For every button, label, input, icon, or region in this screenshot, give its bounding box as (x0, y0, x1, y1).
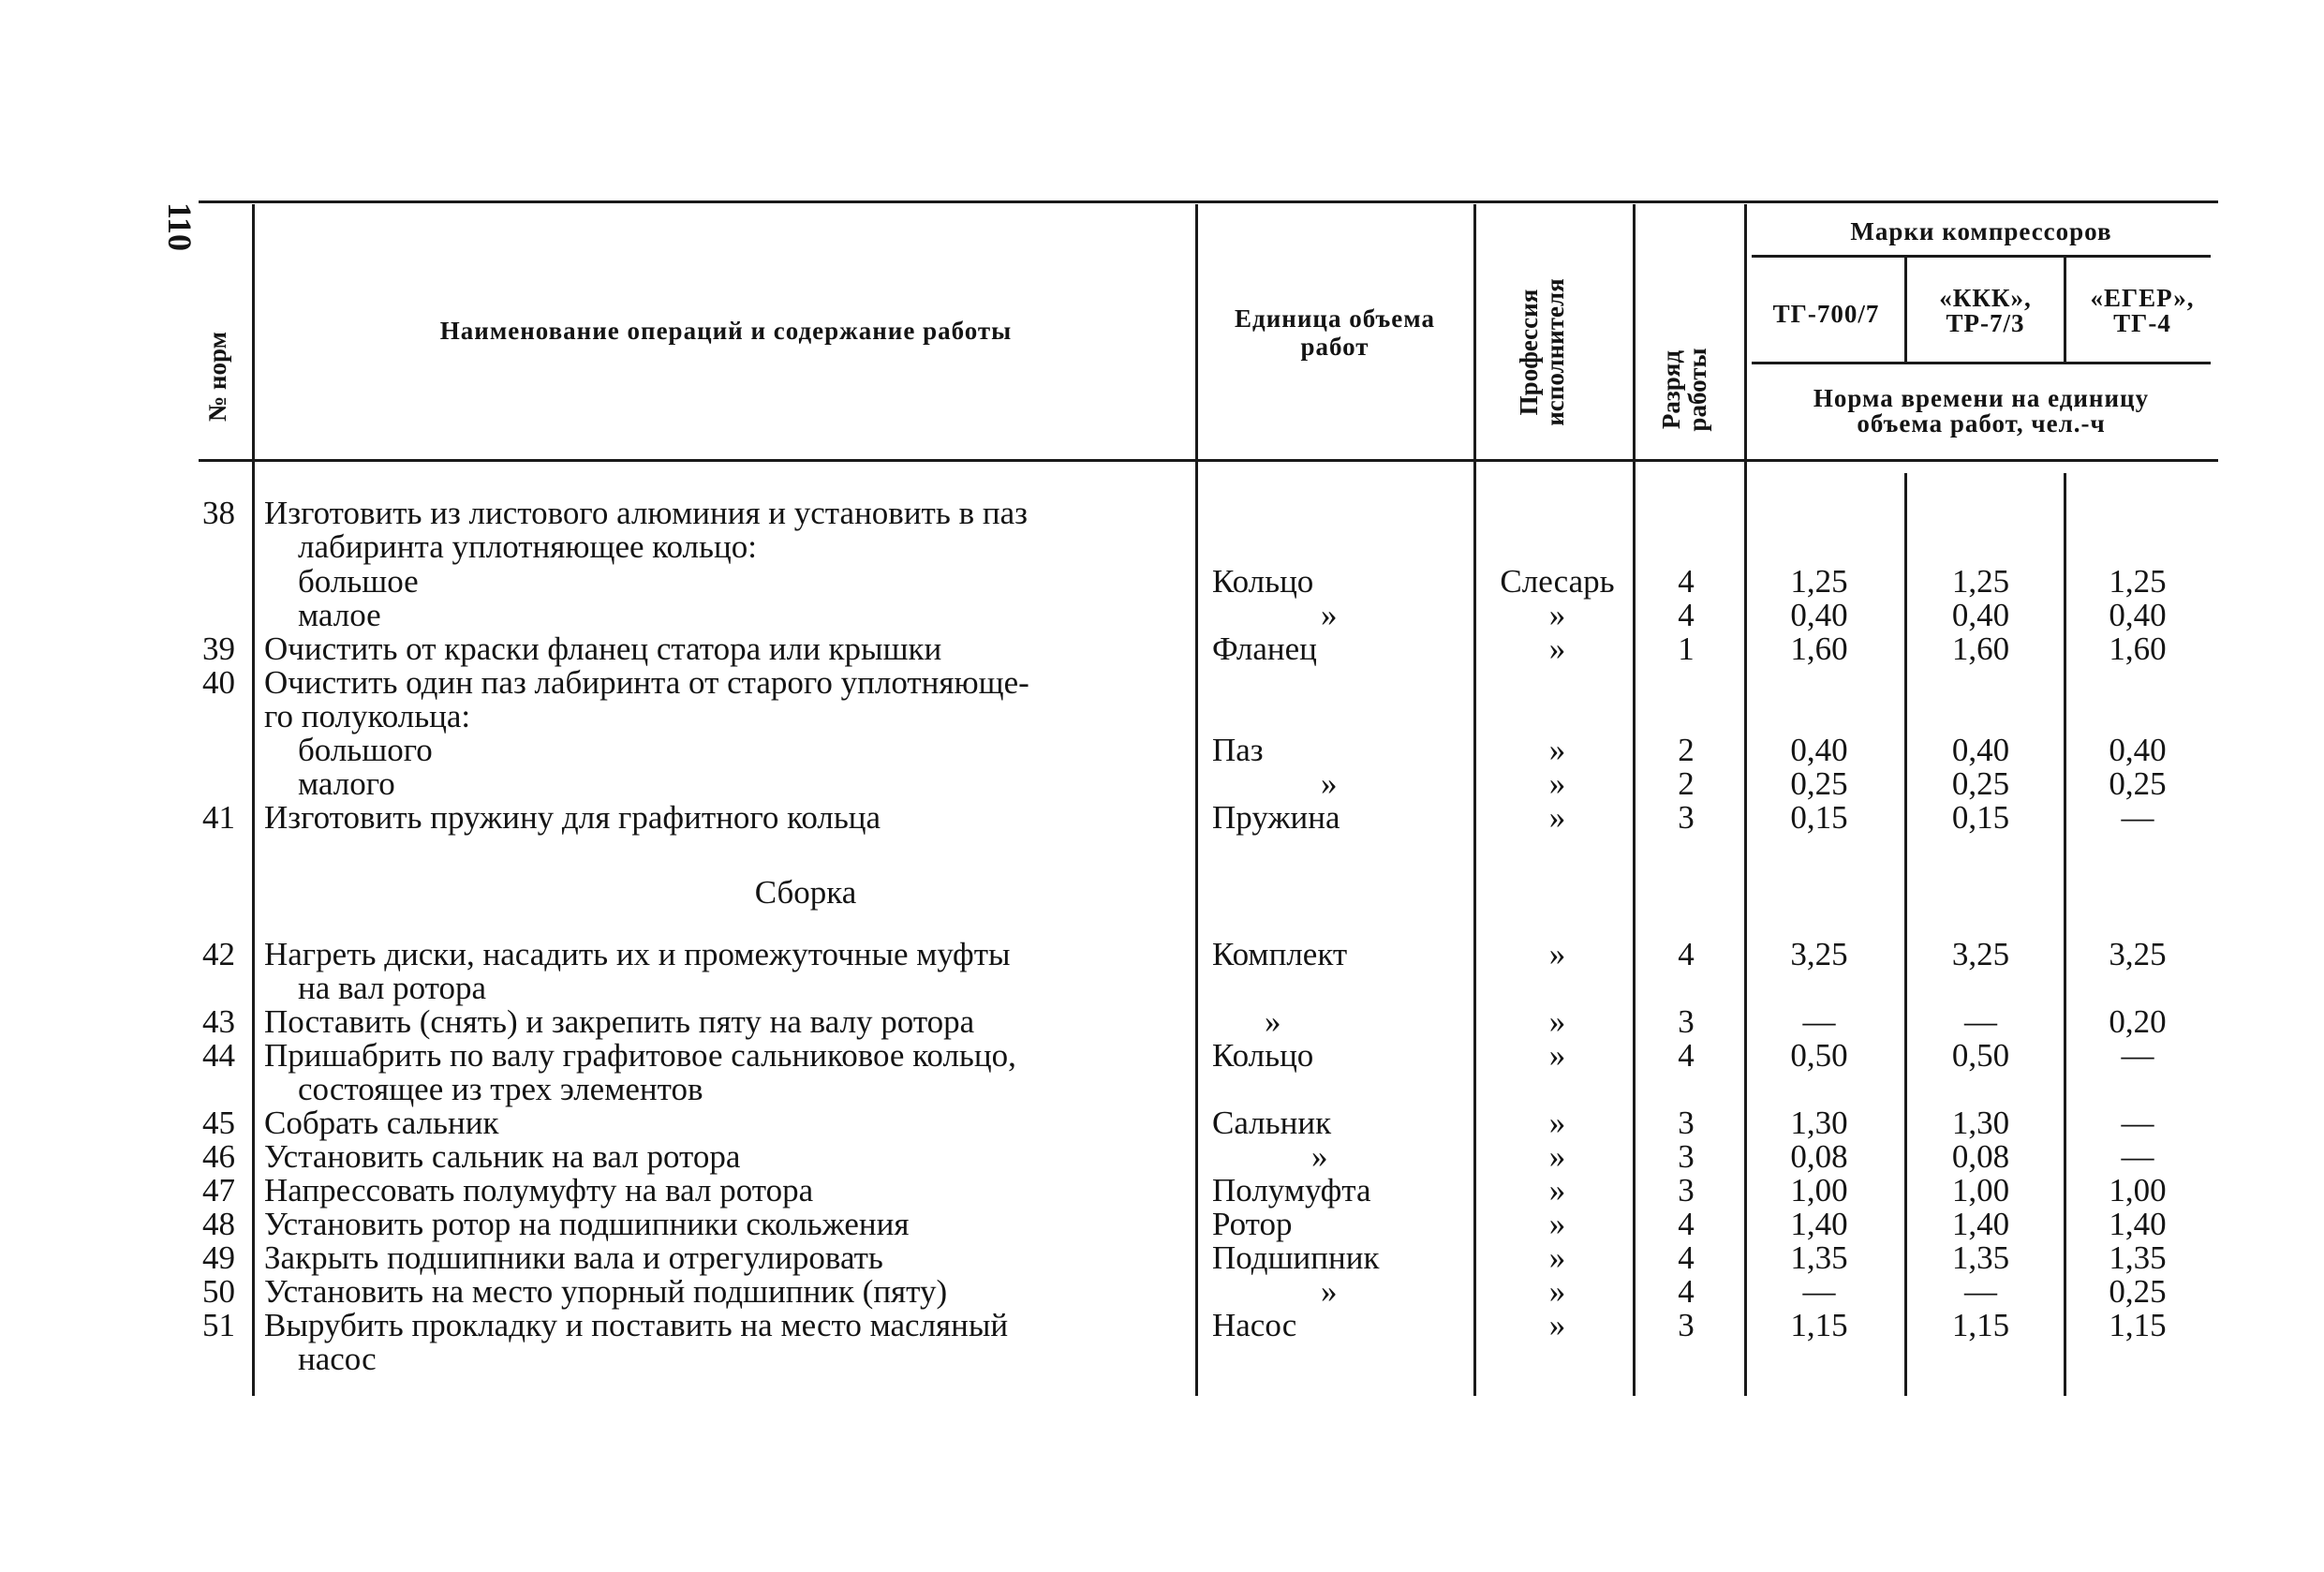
unit-cell: Пружина (1212, 799, 1340, 836)
operation-text: Очистить один паз лабиринта от старого уплотняюще- (264, 664, 1029, 701)
operation-text: насос (298, 1341, 377, 1377)
norm-eger-cell: 1,60 (2109, 630, 2167, 667)
norm-kkk-cell: 1,40 (1951, 1206, 2010, 1242)
profession-cell: » (1548, 765, 1566, 802)
norm-tg700-cell: 1,15 (1790, 1307, 1848, 1343)
norm-number: 48 (202, 1206, 235, 1242)
profession-cell: » (1548, 732, 1566, 768)
unit-cell: » (1321, 1273, 1338, 1310)
norm-kkk-cell: — (1964, 1003, 1997, 1040)
table-row (0, 1241, 2324, 1275)
table-row (0, 767, 2324, 801)
table-row (0, 530, 2324, 564)
grade-cell: 4 (1678, 563, 1695, 600)
header-norm: Норма времени на единицу объема работ, чел.-ч (1813, 384, 2150, 437)
norm-eger-cell: 1,40 (2109, 1206, 2167, 1242)
unit-cell: Комплект (1212, 936, 1348, 972)
table-row (0, 1174, 2324, 1208)
unit-cell: Кольцо (1212, 563, 1314, 600)
unit-cell: » (1311, 1138, 1328, 1175)
norm-eger-cell: 1,35 (2109, 1239, 2167, 1276)
header-operation: Наименование операций и содержание работы (439, 317, 1013, 345)
norm-number: 38 (202, 495, 235, 531)
norm-eger-cell: 1,00 (2109, 1172, 2167, 1209)
norm-eger-cell: — (2121, 1037, 2154, 1074)
profession-cell: » (1548, 1138, 1566, 1175)
table-row (0, 565, 2324, 599)
table-row (0, 599, 2324, 632)
operation-text: большого (298, 732, 433, 768)
profession-cell: Слесарь (1500, 563, 1615, 600)
table-row (0, 1106, 2324, 1140)
profession-cell: » (1548, 597, 1566, 633)
norm-kkk-cell: 1,35 (1951, 1239, 2010, 1276)
norm-number: 43 (202, 1003, 235, 1040)
operation-text: состоящее из трех элементов (298, 1071, 703, 1107)
norm-tg700-cell: 1,60 (1790, 630, 1848, 667)
norm-number: 47 (202, 1172, 235, 1209)
table-row (0, 1275, 2324, 1309)
norm-kkk-cell: 0,40 (1951, 732, 2010, 768)
profession-cell: » (1548, 1206, 1566, 1242)
norm-kkk-cell: 1,15 (1951, 1307, 2010, 1343)
norm-kkk-cell: — (1964, 1273, 1997, 1310)
operation-text: Поставить (снять) и закрепить пяту на валу ротора (264, 1003, 975, 1040)
norm-eger-cell: 0,40 (2109, 597, 2167, 633)
operation-text: Напрессовать полумуфту на вал ротора (264, 1172, 814, 1209)
operation-text: Установить сальник на вал ротора (264, 1138, 741, 1175)
header-brand-tg700: ТГ-700/7 (1772, 300, 1880, 328)
grade-cell: 3 (1678, 1138, 1695, 1175)
profession-cell: » (1548, 936, 1566, 972)
unit-cell: » (1265, 1003, 1281, 1040)
grade-cell: 4 (1678, 1206, 1695, 1242)
norm-tg700-cell: 0,40 (1790, 597, 1848, 633)
norm-eger-cell: 1,25 (2109, 563, 2167, 600)
norm-kkk-cell: 0,25 (1951, 765, 2010, 802)
table-row (0, 734, 2324, 767)
norm-tg700-cell: 0,40 (1790, 732, 1848, 768)
operation-text: Пришабрить по валу графитовое сальниковое кольцо, (264, 1037, 1016, 1074)
profession-cell: » (1548, 630, 1566, 667)
brands-rule (1752, 255, 2211, 258)
norm-number: 49 (202, 1239, 235, 1276)
norm-number: 40 (202, 664, 235, 701)
operation-text: большое (298, 563, 419, 600)
norm-number: 42 (202, 936, 235, 972)
norm-number: 44 (202, 1037, 235, 1074)
operation-text: малого (298, 765, 395, 802)
norm-kkk-cell: 1,60 (1951, 630, 2010, 667)
norm-eger-cell: — (2121, 799, 2154, 836)
table-row (0, 497, 2324, 530)
norm-tg700-cell: 1,40 (1790, 1206, 1848, 1242)
norm-eger-cell: 1,15 (2109, 1307, 2167, 1343)
norm-tg700-cell: — (1802, 1273, 1836, 1310)
operation-text: Изготовить пружину для графитного кольца (264, 799, 881, 836)
grade-cell: 3 (1678, 799, 1695, 836)
norm-kkk-cell: 1,25 (1951, 563, 2010, 600)
grade-cell: 1 (1678, 630, 1695, 667)
table-header-bottom-rule (199, 459, 2218, 462)
header-num: № норм (203, 332, 231, 422)
norm-tg700-cell: 1,00 (1790, 1172, 1848, 1209)
section-title: Сборка (754, 874, 857, 911)
norm-tg700-cell: 1,35 (1790, 1239, 1848, 1276)
profession-cell: » (1548, 1037, 1566, 1074)
norm-tg700-cell: 3,25 (1790, 936, 1848, 972)
unit-cell: » (1321, 597, 1338, 633)
norm-eger-cell: — (2121, 1105, 2154, 1141)
header-profession: Профессия исполнителя (1515, 278, 1569, 426)
grade-cell: 4 (1678, 1273, 1695, 1310)
brand-names-rule (1752, 362, 2211, 364)
operation-text: Изготовить из листового алюминия и установить в паз (264, 495, 1028, 531)
norm-eger-cell: — (2121, 1138, 2154, 1175)
page-number: 110 (161, 201, 199, 251)
grade-cell: 3 (1678, 1307, 1695, 1343)
unit-cell: Полумуфта (1212, 1172, 1371, 1209)
table-row (0, 632, 2324, 666)
unit-cell: Фланец (1212, 630, 1317, 667)
header-unit: Единица объема работ (1235, 304, 1435, 361)
norm-number: 50 (202, 1273, 235, 1310)
operation-text: Очистить от краски фланец статора или крышки (264, 630, 942, 667)
header-grade: Разряд работы (1657, 348, 1711, 432)
table-row (0, 801, 2324, 835)
norm-number: 51 (202, 1307, 235, 1343)
unit-cell: » (1321, 765, 1338, 802)
norm-eger-cell: 0,25 (2109, 1273, 2167, 1310)
profession-cell: » (1548, 1273, 1566, 1310)
table-row (0, 1140, 2324, 1174)
norm-tg700-cell: 0,25 (1790, 765, 1848, 802)
grade-cell: 4 (1678, 1037, 1695, 1074)
header-brand-kkk: «ККК», ТР-7/3 (1939, 284, 2032, 337)
profession-cell: » (1548, 799, 1566, 836)
table-row (0, 1005, 2324, 1039)
operation-text: Вырубить прокладку и поставить на место масляный (264, 1307, 1009, 1343)
grade-cell: 2 (1678, 732, 1695, 768)
unit-cell: Насос (1212, 1307, 1297, 1343)
grade-cell: 3 (1678, 1105, 1695, 1141)
norm-kkk-cell: 0,08 (1951, 1138, 2010, 1175)
norm-tg700-cell: 0,50 (1790, 1037, 1848, 1074)
table-top-rule (199, 200, 2218, 203)
norm-eger-cell: 0,25 (2109, 765, 2167, 802)
unit-cell: Сальник (1212, 1105, 1332, 1141)
unit-cell: Ротор (1212, 1206, 1293, 1242)
table-row (0, 938, 2324, 971)
norm-tg700-cell: 0,15 (1790, 799, 1848, 836)
norm-tg700-cell: 0,08 (1790, 1138, 1848, 1175)
profession-cell: » (1548, 1307, 1566, 1343)
profession-cell: » (1548, 1172, 1566, 1209)
norm-eger-cell: 0,40 (2109, 732, 2167, 768)
table-row (0, 666, 2324, 700)
operation-text: Собрать сальник (264, 1105, 499, 1141)
grade-cell: 2 (1678, 765, 1695, 802)
unit-cell: Паз (1212, 732, 1264, 768)
norm-kkk-cell: 1,30 (1951, 1105, 2010, 1141)
grade-cell: 4 (1678, 936, 1695, 972)
operation-text: лабиринта уплотняющее кольцо: (298, 528, 757, 565)
grade-cell: 3 (1678, 1003, 1695, 1040)
table-row (0, 700, 2324, 734)
operation-text: Установить ротор на подшипники скольжения (264, 1206, 910, 1242)
norm-number: 46 (202, 1138, 235, 1175)
norm-kkk-cell: 0,50 (1951, 1037, 2010, 1074)
operation-text: малое (298, 597, 381, 633)
grade-cell: 3 (1678, 1172, 1695, 1209)
norm-number: 41 (202, 799, 235, 836)
norm-eger-cell: 3,25 (2109, 936, 2167, 972)
norm-kkk-cell: 1,00 (1951, 1172, 2010, 1209)
table-row (0, 1208, 2324, 1241)
profession-cell: » (1548, 1239, 1566, 1276)
norm-kkk-cell: 3,25 (1951, 936, 2010, 972)
unit-cell: Кольцо (1212, 1037, 1314, 1074)
header-brands: Марки компрессоров (1850, 217, 2112, 245)
norm-number: 45 (202, 1105, 235, 1141)
table-row (0, 1309, 2324, 1342)
operation-text: Установить на место упорный подшипник (пяту) (264, 1273, 948, 1310)
grade-cell: 4 (1678, 1239, 1695, 1276)
norm-eger-cell: 0,20 (2109, 1003, 2167, 1040)
grade-cell: 4 (1678, 597, 1695, 633)
operation-text: Закрыть подшипники вала и отрегулировать (264, 1239, 883, 1276)
norm-tg700-cell: 1,30 (1790, 1105, 1848, 1141)
operation-text: на вал ротора (298, 970, 487, 1006)
unit-cell: Подшипник (1212, 1239, 1380, 1276)
norm-tg700-cell: 1,25 (1790, 563, 1848, 600)
profession-cell: » (1548, 1105, 1566, 1141)
operation-text: го полукольца: (264, 698, 471, 734)
table-row (0, 971, 2324, 1005)
norm-tg700-cell: — (1802, 1003, 1836, 1040)
profession-cell: » (1548, 1003, 1566, 1040)
table-row (0, 1039, 2324, 1073)
table-row (0, 1342, 2324, 1376)
norm-kkk-cell: 0,15 (1951, 799, 2010, 836)
header-brand-eger: «ЕГЕР», ТГ-4 (2090, 284, 2195, 337)
norm-number: 39 (202, 630, 235, 667)
norm-kkk-cell: 0,40 (1951, 597, 2010, 633)
table-row (0, 1073, 2324, 1106)
operation-text: Нагреть диски, насадить их и промежуточные муфты (264, 936, 1011, 972)
